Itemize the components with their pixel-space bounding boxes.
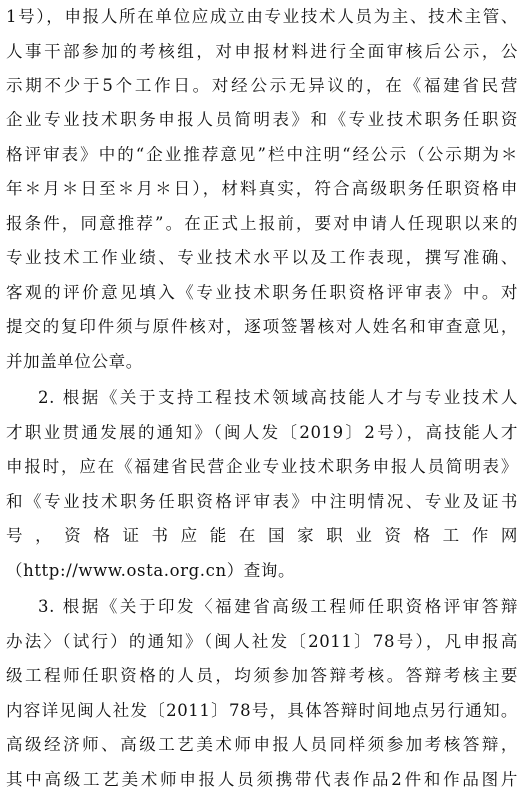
paragraph-start-line: 3. 根据《关于印发〈福建省高级工程师任职资格评审答辩 xyxy=(38,597,518,616)
text-line: 1号），申报人所在单位应成立由专业技术人员为主、技术主管、 xyxy=(6,7,518,26)
text-line: 格评审表》中的“企业推荐意见”栏中注明“经公示（公示期为＊ xyxy=(6,145,518,164)
text-line: 办法〉（试行）的通知》（闽人社发〔2011〕78号），凡申报高 xyxy=(6,632,518,651)
text-line: 示期不少于5个工作日。对经公示无异议的，在《福建省民营 xyxy=(6,76,518,95)
text-line: 企业专业技术职务申报人员简明表》和《专业技术职务任职资 xyxy=(6,110,518,129)
text-line: 人事干部参加的考核组，对申报材料进行全面审核后公示，公 xyxy=(6,42,518,61)
text-line: 才职业贯通发展的通知》（闽人发〔2019〕2号），高技能人才 xyxy=(6,423,518,442)
text-line: 和《专业技术职务任职资格评审表》中注明情况、专业及证书 xyxy=(6,492,518,511)
text-line: （http://www.osta.org.cn）查询。 xyxy=(6,561,296,580)
text-line: 级工程师任职资格的人员，均须参加答辩考核。答辩考核主要 xyxy=(6,666,518,685)
text-line: 并加盖单位公章。 xyxy=(6,352,143,371)
text-line: 申报时，应在《福建省民营企业专业技术职务申报人员简明表》 xyxy=(6,457,518,476)
paragraph-start-line: 2. 根据《关于支持工程技术领域高技能人才与专业技术人 xyxy=(38,388,518,407)
text-line: 其中高级工艺美术师申报人员须携带代表作品2件和作品图片 xyxy=(6,770,518,789)
text-line: 报条件，同意推荐”。在正式上报前，要对申请人任现职以来的 xyxy=(6,214,518,233)
text-line: 号，资格证书应能在国家职业资格工作网 xyxy=(6,526,518,545)
text-line: 客观的评价意见填入《专业技术职务任职资格评审表》中。对 xyxy=(6,283,518,302)
text-line: 提交的复印件须与原件核对，逐项签署核对人姓名和审查意见， xyxy=(6,317,518,336)
text-line: 内容详见闽人社发〔2011〕78号，具体答辩时间地点另行通知。 xyxy=(6,701,518,720)
text-line: 专业技术工作业绩、专业技术水平以及工作表现，撰写准确、 xyxy=(6,248,518,267)
text-line: 年＊月＊日至＊月＊日），材料真实，符合高级职务任职资格申 xyxy=(6,179,518,198)
text-line: 高级经济师、高级工艺美术师申报人员同样须参加考核答辩， xyxy=(6,735,518,754)
